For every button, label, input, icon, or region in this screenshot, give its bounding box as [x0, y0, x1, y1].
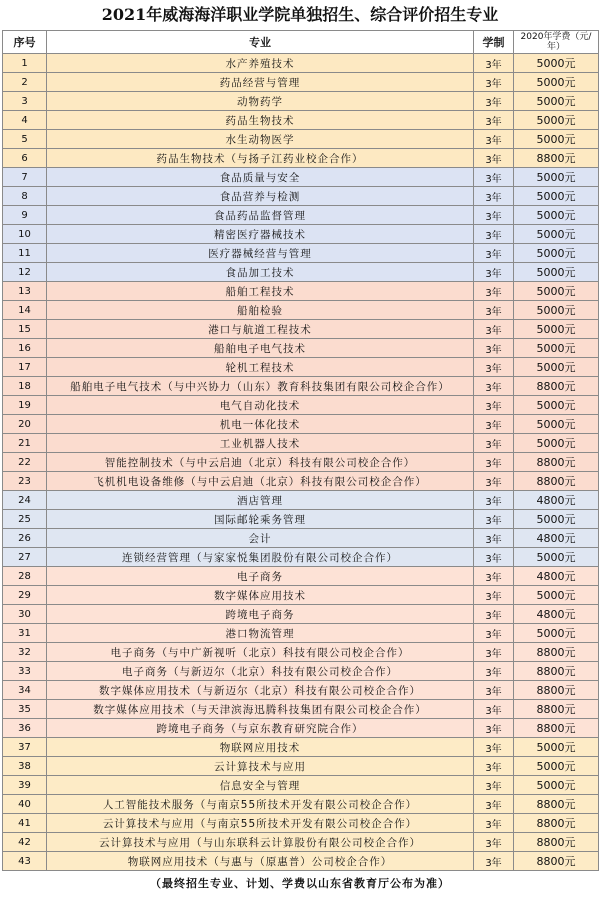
cell-years: 3年 [474, 662, 514, 681]
cell-no: 4 [3, 111, 47, 130]
cell-major: 数字媒体应用技术（与新迈尔（北京）科技有限公司校企合作） [47, 681, 474, 700]
cell-years: 3年 [474, 358, 514, 377]
cell-years: 3年 [474, 73, 514, 92]
cell-major: 食品质量与安全 [47, 168, 474, 187]
cell-fee: 5000元 [514, 168, 599, 187]
cell-no: 12 [3, 263, 47, 282]
header-fee: 2020年学费（元/年） [514, 31, 599, 54]
cell-no: 13 [3, 282, 47, 301]
cell-years: 3年 [474, 130, 514, 149]
cell-years: 3年 [474, 415, 514, 434]
cell-fee: 4800元 [514, 491, 599, 510]
cell-major: 港口与航道工程技术 [47, 320, 474, 339]
cell-major: 食品营养与检测 [47, 187, 474, 206]
cell-major: 药品经营与管理 [47, 73, 474, 92]
cell-no: 17 [3, 358, 47, 377]
cell-no: 28 [3, 567, 47, 586]
cell-major: 跨境电子商务（与京东教育研究院合作） [47, 719, 474, 738]
cell-no: 9 [3, 206, 47, 225]
cell-fee: 5000元 [514, 396, 599, 415]
table-row [3, 548, 599, 567]
cell-fee: 5000元 [514, 225, 599, 244]
table-row [3, 662, 599, 681]
table-row [3, 244, 599, 263]
cell-major: 船舶工程技术 [47, 282, 474, 301]
cell-major: 港口物流管理 [47, 624, 474, 643]
table-row [3, 225, 599, 244]
cell-major: 智能控制技术（与中云启迪（北京）科技有限公司校企合作） [47, 453, 474, 472]
table-row [3, 301, 599, 320]
cell-years: 3年 [474, 567, 514, 586]
cell-fee: 4800元 [514, 605, 599, 624]
cell-years: 3年 [474, 282, 514, 301]
cell-years: 3年 [474, 225, 514, 244]
table-body [3, 54, 599, 871]
cell-years: 3年 [474, 510, 514, 529]
cell-years: 3年 [474, 320, 514, 339]
cell-fee: 8800元 [514, 149, 599, 168]
cell-years: 3年 [474, 396, 514, 415]
table-row [3, 434, 599, 453]
cell-no: 23 [3, 472, 47, 491]
cell-years: 3年 [474, 833, 514, 852]
cell-years: 3年 [474, 738, 514, 757]
cell-years: 3年 [474, 206, 514, 225]
cell-years: 3年 [474, 301, 514, 320]
cell-years: 3年 [474, 719, 514, 738]
cell-no: 25 [3, 510, 47, 529]
cell-years: 3年 [474, 111, 514, 130]
cell-years: 3年 [474, 244, 514, 263]
cell-major: 会计 [47, 529, 474, 548]
table-row [3, 491, 599, 510]
table-row [3, 453, 599, 472]
cell-years: 3年 [474, 491, 514, 510]
cell-fee: 8800元 [514, 643, 599, 662]
footer-note: （最终招生专业、计划、学费以山东省教育厅公布为准） [150, 877, 450, 890]
cell-fee: 5000元 [514, 54, 599, 73]
cell-fee: 8800元 [514, 453, 599, 472]
cell-fee: 8800元 [514, 795, 599, 814]
cell-major: 轮机工程技术 [47, 358, 474, 377]
cell-years: 3年 [474, 149, 514, 168]
majors-table [2, 30, 599, 871]
cell-years: 3年 [474, 339, 514, 358]
cell-major: 跨境电子商务 [47, 605, 474, 624]
cell-years: 3年 [474, 624, 514, 643]
table-row [3, 358, 599, 377]
cell-years: 3年 [474, 54, 514, 73]
cell-years: 3年 [474, 814, 514, 833]
table-row [3, 130, 599, 149]
table-row [3, 377, 599, 396]
table-row [3, 339, 599, 358]
cell-major: 电子商务 [47, 567, 474, 586]
cell-fee: 5000元 [514, 130, 599, 149]
table-row [3, 263, 599, 282]
cell-years: 3年 [474, 92, 514, 111]
cell-fee: 5000元 [514, 206, 599, 225]
cell-no: 24 [3, 491, 47, 510]
cell-no: 29 [3, 586, 47, 605]
header-no: 序号 [3, 31, 47, 54]
cell-years: 3年 [474, 700, 514, 719]
cell-no: 5 [3, 130, 47, 149]
cell-fee: 4800元 [514, 567, 599, 586]
cell-fee: 5000元 [514, 73, 599, 92]
cell-fee: 5000元 [514, 187, 599, 206]
cell-no: 30 [3, 605, 47, 624]
cell-no: 18 [3, 377, 47, 396]
cell-major: 机电一体化技术 [47, 415, 474, 434]
cell-no: 38 [3, 757, 47, 776]
cell-major: 船舶电子电气技术（与中兴协力（山东）教育科技集团有限公司校企合作） [47, 377, 474, 396]
table-row [3, 320, 599, 339]
table-row [3, 852, 599, 871]
cell-fee: 8800元 [514, 662, 599, 681]
cell-years: 3年 [474, 795, 514, 814]
cell-years: 3年 [474, 377, 514, 396]
cell-years: 3年 [474, 681, 514, 700]
cell-major: 食品药品监督管理 [47, 206, 474, 225]
cell-major: 食品加工技术 [47, 263, 474, 282]
cell-no: 22 [3, 453, 47, 472]
cell-no: 21 [3, 434, 47, 453]
table-row [3, 54, 599, 73]
table-row [3, 149, 599, 168]
cell-fee: 5000元 [514, 510, 599, 529]
table-header-row [3, 31, 599, 54]
table-row [3, 833, 599, 852]
cell-no: 10 [3, 225, 47, 244]
cell-major: 医疗器械经营与管理 [47, 244, 474, 263]
page-title: 2021年威海海洋职业学院单独招生、综合评价招生专业 [101, 5, 499, 24]
table-row [3, 605, 599, 624]
cell-fee: 8800元 [514, 852, 599, 871]
table-row [3, 396, 599, 415]
cell-major: 药品生物技术（与扬子江药业校企合作） [47, 149, 474, 168]
table-row [3, 586, 599, 605]
cell-major: 人工智能技术服务（与南京55所技术开发有限公司校企合作） [47, 795, 474, 814]
cell-no: 35 [3, 700, 47, 719]
cell-years: 3年 [474, 586, 514, 605]
cell-major: 物联网应用技术（与惠与（原惠普）公司校企合作） [47, 852, 474, 871]
cell-fee: 5000元 [514, 776, 599, 795]
cell-major: 工业机器人技术 [47, 434, 474, 453]
cell-years: 3年 [474, 453, 514, 472]
cell-no: 6 [3, 149, 47, 168]
table-row [3, 73, 599, 92]
cell-no: 41 [3, 814, 47, 833]
cell-no: 16 [3, 339, 47, 358]
cell-major: 数字媒体应用技术（与天津滨海迅腾科技集团有限公司校企合作） [47, 700, 474, 719]
cell-no: 31 [3, 624, 47, 643]
cell-major: 飞机机电设备维修（与中云启迪（北京）科技有限公司校企合作） [47, 472, 474, 491]
cell-major: 药品生物技术 [47, 111, 474, 130]
cell-major: 酒店管理 [47, 491, 474, 510]
table-row [3, 187, 599, 206]
cell-no: 40 [3, 795, 47, 814]
cell-years: 3年 [474, 472, 514, 491]
cell-fee: 8800元 [514, 833, 599, 852]
cell-no: 20 [3, 415, 47, 434]
cell-years: 3年 [474, 187, 514, 206]
table-row [3, 206, 599, 225]
cell-major: 动物药学 [47, 92, 474, 111]
table-row [3, 700, 599, 719]
cell-no: 15 [3, 320, 47, 339]
table-row [3, 643, 599, 662]
cell-no: 27 [3, 548, 47, 567]
cell-fee: 8800元 [514, 377, 599, 396]
table-row [3, 472, 599, 491]
table-row [3, 415, 599, 434]
cell-no: 36 [3, 719, 47, 738]
cell-major: 物联网应用技术 [47, 738, 474, 757]
header-years: 学制 [474, 31, 514, 54]
cell-no: 19 [3, 396, 47, 415]
cell-years: 3年 [474, 548, 514, 567]
cell-major: 电子商务（与新迈尔（北京）科技有限公司校企合作） [47, 662, 474, 681]
cell-no: 14 [3, 301, 47, 320]
cell-no: 1 [3, 54, 47, 73]
cell-fee: 5000元 [514, 738, 599, 757]
cell-major: 国际邮轮乘务管理 [47, 510, 474, 529]
table-row [3, 282, 599, 301]
cell-no: 39 [3, 776, 47, 795]
cell-no: 42 [3, 833, 47, 852]
cell-fee: 5000元 [514, 320, 599, 339]
cell-no: 2 [3, 73, 47, 92]
cell-major: 连锁经营管理（与家家悦集团股份有限公司校企合作） [47, 548, 474, 567]
cell-fee: 8800元 [514, 719, 599, 738]
table-row [3, 681, 599, 700]
cell-years: 3年 [474, 168, 514, 187]
cell-no: 43 [3, 852, 47, 871]
table-row [3, 624, 599, 643]
table-row [3, 719, 599, 738]
cell-years: 3年 [474, 605, 514, 624]
table-row [3, 529, 599, 548]
table-row [3, 510, 599, 529]
cell-fee: 5000元 [514, 301, 599, 320]
table-row [3, 795, 599, 814]
cell-major: 云计算技术与应用（与山东联科云计算股份有限公司校企合作） [47, 833, 474, 852]
cell-major: 电气自动化技术 [47, 396, 474, 415]
cell-fee: 5000元 [514, 624, 599, 643]
table-row [3, 738, 599, 757]
table-row [3, 814, 599, 833]
cell-fee: 4800元 [514, 529, 599, 548]
cell-fee: 5000元 [514, 415, 599, 434]
cell-fee: 5000元 [514, 92, 599, 111]
cell-major: 云计算技术与应用 [47, 757, 474, 776]
cell-major: 精密医疗器械技术 [47, 225, 474, 244]
cell-fee: 5000元 [514, 244, 599, 263]
cell-major: 电子商务（与中广新视听（北京）科技有限公司校企合作） [47, 643, 474, 662]
cell-years: 3年 [474, 643, 514, 662]
cell-major: 水生动物医学 [47, 130, 474, 149]
cell-fee: 5000元 [514, 263, 599, 282]
cell-fee: 8800元 [514, 814, 599, 833]
cell-no: 37 [3, 738, 47, 757]
cell-major: 水产养殖技术 [47, 54, 474, 73]
cell-years: 3年 [474, 434, 514, 453]
cell-major: 信息安全与管理 [47, 776, 474, 795]
cell-major: 云计算技术与应用（与南京55所技术开发有限公司校企合作） [47, 814, 474, 833]
cell-major: 数字媒体应用技术 [47, 586, 474, 605]
cell-major: 船舶检验 [47, 301, 474, 320]
cell-fee: 5000元 [514, 434, 599, 453]
cell-no: 26 [3, 529, 47, 548]
table-row [3, 757, 599, 776]
cell-no: 32 [3, 643, 47, 662]
cell-no: 33 [3, 662, 47, 681]
table-row [3, 168, 599, 187]
header-major: 专业 [47, 31, 474, 54]
cell-no: 7 [3, 168, 47, 187]
cell-years: 3年 [474, 529, 514, 548]
cell-fee: 5000元 [514, 282, 599, 301]
cell-fee: 8800元 [514, 472, 599, 491]
cell-years: 3年 [474, 776, 514, 795]
cell-years: 3年 [474, 757, 514, 776]
cell-fee: 5000元 [514, 548, 599, 567]
table-row [3, 567, 599, 586]
cell-years: 3年 [474, 852, 514, 871]
cell-years: 3年 [474, 263, 514, 282]
cell-fee: 5000元 [514, 358, 599, 377]
table-row [3, 776, 599, 795]
cell-no: 3 [3, 92, 47, 111]
cell-fee: 5000元 [514, 111, 599, 130]
table-row [3, 111, 599, 130]
cell-fee: 8800元 [514, 700, 599, 719]
cell-no: 8 [3, 187, 47, 206]
cell-no: 11 [3, 244, 47, 263]
cell-no: 34 [3, 681, 47, 700]
cell-fee: 5000元 [514, 339, 599, 358]
cell-fee: 5000元 [514, 757, 599, 776]
cell-fee: 8800元 [514, 681, 599, 700]
table-row [3, 92, 599, 111]
cell-fee: 5000元 [514, 586, 599, 605]
cell-major: 船舶电子电气技术 [47, 339, 474, 358]
